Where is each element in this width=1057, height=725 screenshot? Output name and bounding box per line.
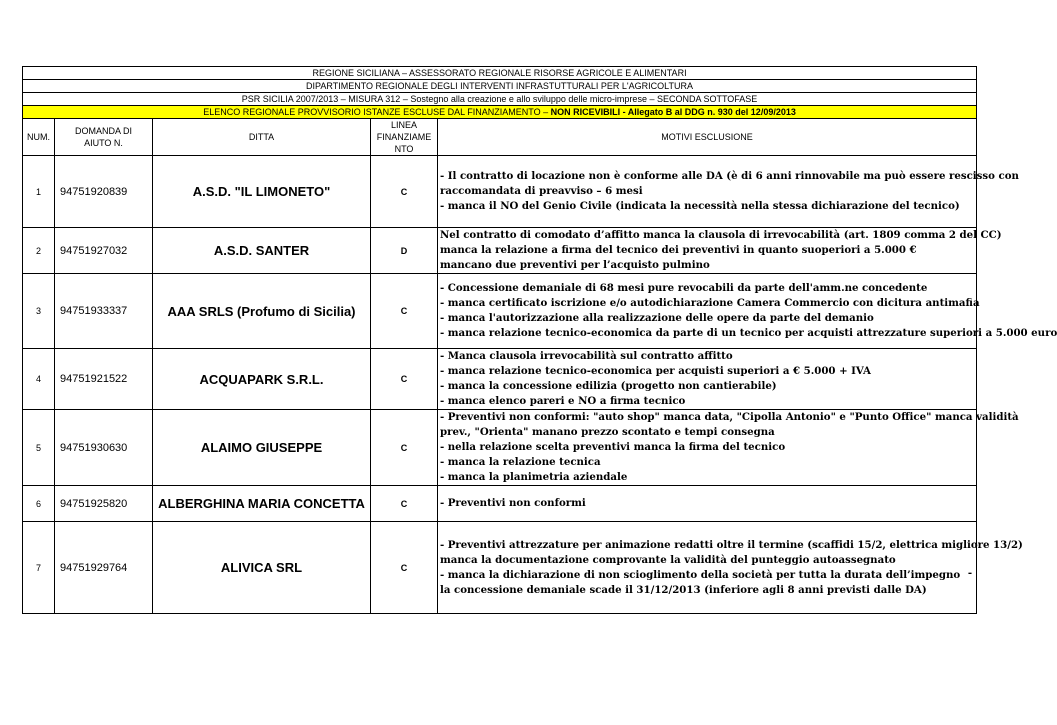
column-header-row [23,119,977,156]
row-ditta: ALIVICA SRL [153,522,371,614]
motivo-line: - Manca clausola irrevocabilità sul contratto affitto [440,350,733,362]
row-motivi [438,156,1019,228]
motivo-line: - manca la planimetria aziendale [440,471,628,483]
row-domanda: 94751933337 [55,274,153,349]
row-ditta: AAA SRLS (Profumo di Sicilia) [153,274,371,349]
motivo-line: - Preventivi non conformi: "auto shop" manca data, "Cipolla Antonio" e "Punto Office" manca validità [440,411,1019,423]
motivo-line: raccomandata di preavviso – 6 mesi [440,185,643,197]
col-ditta: DITTA [153,119,371,156]
col-domanda-line1: DOMANDA DI [74,126,132,136]
header-list-title-bold: NON RICEVIBILI - Allegato B al DDG n. 930 del 12/09/2013 [550,106,796,117]
table-row [23,274,977,349]
motivo-line: manca la relazione a firma del tecnico dei preventivi in quanto suoperiori a 5.000 € [440,244,917,256]
col-linea-line1: LINEA [390,120,417,130]
row-domanda: 94751927032 [55,228,153,274]
exclusion-table [22,66,1057,614]
row-linea: C [371,349,438,410]
motivo-line: - Preventivi attrezzature per animazione redatti oltre il termine (scaffidi 15/2, elettrica migliore 13/2) [440,538,1023,551]
motivo-line: - manca il NO del Genio Civile (indicata la necessità nella stessa dichiarazione del tecnico) [440,200,960,212]
row-domanda: 94751920839 [55,156,153,228]
header-row-3 [23,93,977,106]
table-row [23,486,977,522]
motivo-line: prev., "Orienta" manano prezzo scontato e tempi consegna [440,426,775,438]
row-linea: C [371,410,438,486]
header-row-1 [23,67,977,80]
motivo-line: - Concessione demaniale di 68 mesi pure revocabili da parte dell'amm.ne concedente [440,282,928,294]
motivo-line: - nella relazione scelta preventivi manca la firma del tecnico [440,441,786,453]
col-linea [371,119,438,156]
row-linea: C [371,522,438,614]
motivo-line: mancano due preventivi per l’acquisto pulmino [440,259,710,271]
header-program: PSR SICILIA 2007/2013 – MISURA 312 – Sostegno alla creazione e allo sviluppo delle micro-imprese – SECONDA SOTTOFASE [23,93,977,106]
table-row [23,522,977,614]
row-ditta: ACQUAPARK S.R.L. [153,349,371,410]
row-num: 5 [23,410,55,486]
row-motivi [438,274,1057,349]
col-linea-line3: NTO [394,144,414,154]
motivo-line: manca la documentazione comprovante la validità del punteggio autoassegnato [440,553,896,566]
motivo-line: - manca elenco pareri e NO a firma tecnico [440,395,686,407]
header-list-title [23,106,977,119]
row-motivi [438,349,977,410]
row-linea: D [371,228,438,274]
motivo-line: - Il contratto di locazione non è conforme alle DA (è di 6 anni rinnovabile ma può essere rescisso con [440,170,1019,182]
motivo-line: - manca la dichiarazione di non scioglimento della società per tutta la durata dell’impegno [440,568,961,581]
table-row [23,349,977,410]
motivo-line: - manca l'autorizzazione alla realizzazione delle opere da parte del demanio [440,312,874,324]
row-motivi [438,486,977,522]
row-ditta: ALBERGHINA MARIA CONCETTA [153,486,371,522]
motivo-line: - manca relazione tecnico-economica da parte di un tecnico per acquisti attrezzature superiori a 5.000 euro [440,327,1057,339]
row-ditta: ALAIMO GIUSEPPE [153,410,371,486]
row-motivi [438,522,1023,614]
row-motivi [438,410,1019,486]
row-motivi [438,228,1002,274]
row-domanda: 94751930630 [55,410,153,486]
col-motivi: MOTIVI ESCLUSIONE [438,119,977,156]
trailing-dash: - [967,567,973,579]
table-row [23,156,977,228]
row-num: 6 [23,486,55,522]
motivo-line: - manca la relazione tecnica [440,456,601,468]
col-domanda-line2: AIUTO N. [84,138,123,148]
header-row-4 [23,106,977,119]
col-num: NUM. [23,119,55,156]
row-num: 7 [23,522,55,614]
row-linea: C [371,274,438,349]
row-num: 1 [23,156,55,228]
row-domanda: 94751929764 [55,522,153,614]
col-linea-line2: FINANZIAME [376,132,432,142]
motivo-line: - manca relazione tecnico-economica per acquisti superiori a € 5.000 + IVA [440,365,871,377]
motivo-line: - manca la concessione edilizia (progetto non cantierabile) [440,380,777,392]
header-list-title-prefix: ELENCO REGIONALE PROVVISORIO ISTANZE ESCLUSE DAL FINANZIAMENTO – [203,106,551,117]
header-row-2 [23,80,977,93]
header-department: DIPARTIMENTO REGIONALE DEGLI INTERVENTI INFRASTUTTURALI PER L'AGRICOLTURA [23,80,977,93]
motivo-line: Nel contratto di comodato d’affitto manca la clausola di irrevocabilità (art. 1809 comma 2 del CC) [440,229,1002,241]
row-num: 2 [23,228,55,274]
header-region: REGIONE SICILIANA – ASSESSORATO REGIONALE RISORSE AGRICOLE E ALIMENTARI [23,67,977,80]
motivo-line: - Preventivi non conformi [440,497,586,509]
table-row [23,228,977,274]
row-ditta: A.S.D. SANTER [153,228,371,274]
row-domanda: 94751921522 [55,349,153,410]
row-domanda: 94751925820 [55,486,153,522]
row-linea: C [371,156,438,228]
col-domanda [55,119,153,156]
motivo-line: - manca certificato iscrizione e/o autodichiarazione Camera Commercio con dicitura antimafia [440,297,980,309]
row-linea: C [371,486,438,522]
motivo-line: la concessione demaniale scade il 31/12/2013 (inferiore agli 8 anni previsti dalle DA) [440,583,927,596]
table-row [23,410,977,486]
row-num: 3 [23,274,55,349]
row-ditta: A.S.D. "IL LIMONETO" [153,156,371,228]
row-num: 4 [23,349,55,410]
